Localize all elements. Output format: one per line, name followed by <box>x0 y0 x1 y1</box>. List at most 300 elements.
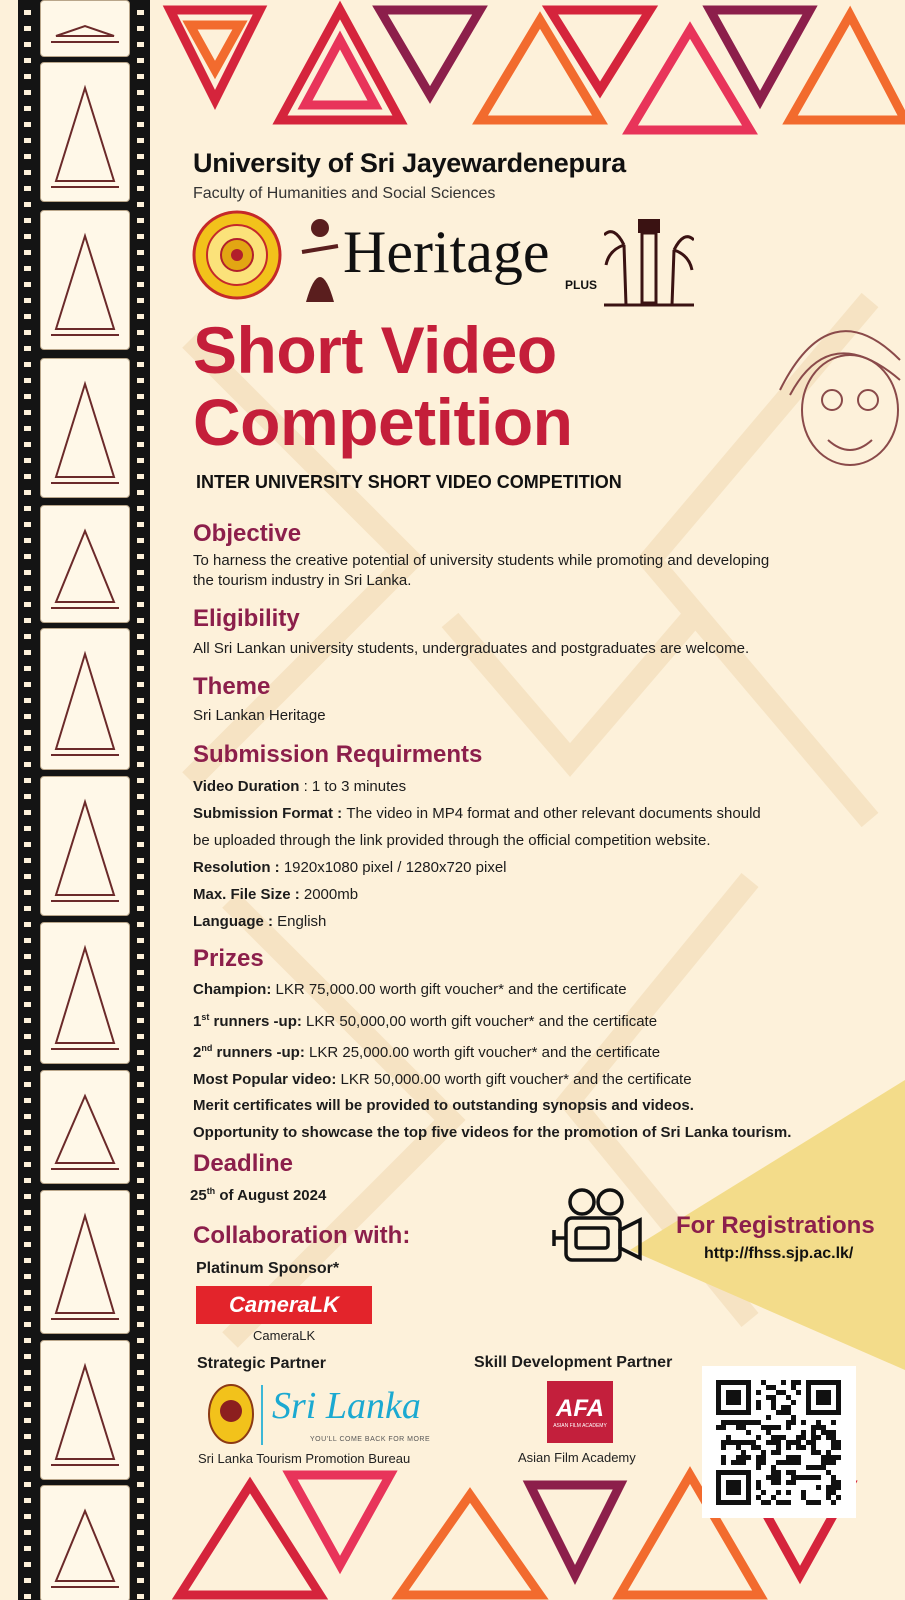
qr-module <box>801 1430 806 1435</box>
film-sprocket <box>137 1098 144 1103</box>
film-sprocket <box>24 394 31 399</box>
qr-module <box>801 1495 806 1500</box>
film-sprocket <box>137 922 144 927</box>
film-sprocket <box>137 506 144 511</box>
qr-module <box>801 1420 806 1425</box>
afa-logo: AFA ASIAN FILM ACADEMY <box>547 1381 613 1443</box>
film-sprocket <box>24 474 31 479</box>
qr-module <box>786 1445 791 1450</box>
logo-divider <box>261 1385 263 1445</box>
qr-module <box>766 1425 771 1430</box>
film-sprocket <box>137 234 144 239</box>
qr-module <box>771 1395 776 1400</box>
film-sprocket <box>24 1258 31 1263</box>
qr-module <box>836 1495 841 1500</box>
film-sprocket <box>24 74 31 79</box>
film-sprocket <box>24 10 31 15</box>
heritage-logo-text: Heritage <box>343 219 550 285</box>
qr-module <box>831 1475 836 1480</box>
qr-module <box>776 1435 781 1440</box>
strategic-partner-label: Strategic Partner <box>197 1355 326 1372</box>
film-sprocket <box>24 746 31 751</box>
qr-module <box>826 1485 831 1490</box>
film-sprocket <box>24 634 31 639</box>
film-sprocket <box>24 698 31 703</box>
film-sprocket <box>24 1530 31 1535</box>
film-sprocket <box>137 1306 144 1311</box>
film-frame <box>40 1485 130 1600</box>
objective-text <box>193 551 769 591</box>
film-sprocket <box>137 986 144 991</box>
film-sprocket <box>137 522 144 527</box>
film-sprocket <box>24 1082 31 1087</box>
film-sprocket <box>137 378 144 383</box>
qr-module <box>786 1440 791 1445</box>
qr-module <box>816 1425 821 1430</box>
qr-module <box>831 1485 836 1490</box>
qr-module <box>746 1420 751 1425</box>
qr-module <box>731 1460 736 1465</box>
qr-module <box>786 1395 791 1400</box>
university-name: University of Sri Jayewardenepura <box>193 148 626 178</box>
film-sprocket <box>24 1514 31 1519</box>
cameralk-logo: CameraLK <box>196 1286 372 1324</box>
qr-module <box>786 1470 791 1475</box>
film-sprocket <box>137 954 144 959</box>
film-sprocket <box>137 1466 144 1471</box>
afa-caption: Asian Film Academy <box>518 1450 636 1465</box>
qr-code-graphic <box>702 1366 856 1518</box>
qr-module <box>741 1450 746 1455</box>
film-sprocket <box>137 1018 144 1023</box>
qr-module <box>751 1420 756 1425</box>
film-sprocket <box>137 250 144 255</box>
qr-module <box>721 1440 726 1445</box>
qr-module <box>791 1475 796 1480</box>
qr-module <box>791 1480 796 1485</box>
qr-module <box>816 1435 821 1440</box>
film-sprocket <box>24 890 31 895</box>
qr-module <box>786 1460 791 1465</box>
qr-module <box>761 1425 766 1430</box>
qr-module <box>796 1455 801 1460</box>
film-sprocket <box>24 1242 31 1247</box>
film-sprocket <box>137 1130 144 1135</box>
qr-module <box>741 1460 746 1465</box>
film-sprocket <box>137 730 144 735</box>
film-sprocket <box>137 1114 144 1119</box>
objective-heading: Objective <box>193 520 302 547</box>
qr-module <box>826 1495 831 1500</box>
film-sprocket <box>137 1242 144 1247</box>
film-sprocket <box>137 1082 144 1087</box>
film-strip <box>18 0 150 1600</box>
qr-module <box>736 1420 741 1425</box>
film-sprocket <box>137 874 144 879</box>
film-sprocket <box>24 1130 31 1135</box>
sri-lanka-tagline: YOU'LL COME BACK FOR MORE <box>310 1436 431 1443</box>
qr-module <box>756 1420 761 1425</box>
submission-duration: Video Duration : 1 to 3 minutes <box>193 778 407 795</box>
film-sprocket <box>137 26 144 31</box>
film-sprocket <box>24 1434 31 1439</box>
qr-module <box>801 1445 806 1450</box>
film-sprocket <box>24 490 31 495</box>
lighthouse-icon <box>604 205 694 310</box>
qr-module <box>766 1430 771 1435</box>
film-sprocket <box>137 106 144 111</box>
film-sprocket <box>137 154 144 159</box>
qr-module <box>831 1480 836 1485</box>
film-sprocket <box>24 922 31 927</box>
qr-module <box>746 1455 751 1460</box>
heritage-sketch-icon <box>41 211 129 349</box>
qr-module <box>771 1385 776 1390</box>
heritage-sketch-icon <box>41 1 129 56</box>
heritage-plus-text: PLUS <box>565 278 598 292</box>
qr-module <box>736 1455 741 1460</box>
qr-module <box>726 1440 731 1445</box>
qr-module <box>751 1440 756 1445</box>
qr-module <box>726 1480 741 1495</box>
film-sprocket <box>24 874 31 879</box>
qr-module <box>776 1480 781 1485</box>
cameralk-caption: CameraLK <box>253 1328 316 1343</box>
qr-module <box>811 1500 816 1505</box>
film-sprocket <box>24 346 31 351</box>
film-sprocket <box>137 346 144 351</box>
qr-module <box>831 1445 836 1450</box>
qr-module <box>776 1460 781 1465</box>
qr-code[interactable] <box>702 1366 856 1518</box>
film-sprocket <box>137 74 144 79</box>
qr-module <box>771 1435 776 1440</box>
qr-module <box>761 1455 766 1460</box>
film-sprocket <box>24 1162 31 1167</box>
film-sprocket <box>24 778 31 783</box>
film-sprocket <box>24 426 31 431</box>
top-tribal-border <box>150 0 905 150</box>
film-sprocket <box>24 1146 31 1151</box>
film-sprocket <box>24 58 31 63</box>
film-sprocket <box>137 426 144 431</box>
qr-module <box>781 1410 786 1415</box>
film-sprocket <box>137 762 144 767</box>
film-frame <box>40 922 130 1064</box>
qr-module <box>816 1500 821 1505</box>
qr-module <box>741 1420 746 1425</box>
qr-module <box>796 1380 801 1385</box>
film-sprocket <box>137 666 144 671</box>
film-sprocket <box>24 762 31 767</box>
qr-module <box>776 1445 781 1450</box>
qr-module <box>756 1435 761 1440</box>
qr-module <box>781 1390 786 1395</box>
submission-details <box>193 773 761 935</box>
qr-module <box>761 1500 766 1505</box>
film-sprocket <box>137 394 144 399</box>
qr-module <box>771 1400 776 1405</box>
prize-second-runner-up: 2nd runners -up: LKR 25,000.00 worth gift voucher* and the certificate <box>193 1043 661 1061</box>
film-sprocket <box>24 794 31 799</box>
film-sprocket <box>137 10 144 15</box>
submission-format-cont: be uploaded through the link provided through the official competition website. <box>193 832 711 849</box>
film-sprocket <box>24 522 31 527</box>
heritage-sketch-icon <box>41 506 129 622</box>
qr-module <box>766 1475 771 1480</box>
film-sprocket <box>24 1466 31 1471</box>
qr-module <box>771 1480 776 1485</box>
film-sprocket <box>137 858 144 863</box>
film-sprocket <box>137 794 144 799</box>
prize-showcase: Opportunity to showcase the top five videos for the promotion of Sri Lanka tourism. <box>193 1123 792 1141</box>
qr-module <box>721 1460 726 1465</box>
qr-module <box>801 1435 806 1440</box>
qr-module <box>781 1460 786 1465</box>
film-sprocket <box>24 970 31 975</box>
qr-module <box>741 1455 746 1460</box>
qr-module <box>811 1450 816 1455</box>
film-sprocket <box>137 1066 144 1071</box>
film-sprocket <box>137 202 144 207</box>
subtitle: INTER UNIVERSITY SHORT VIDEO COMPETITION <box>196 472 622 492</box>
qr-module <box>791 1455 796 1460</box>
film-sprocket <box>137 1354 144 1359</box>
qr-module <box>741 1440 746 1445</box>
film-sprocket <box>137 266 144 271</box>
film-sprocket <box>24 1578 31 1583</box>
film-sprocket <box>24 1194 31 1199</box>
film-sprocket <box>137 458 144 463</box>
theme-text: Sri Lankan Heritage <box>193 707 326 724</box>
film-sprocket <box>137 682 144 687</box>
deadline-date: 25th of August 2024 <box>190 1186 327 1204</box>
film-sprocket <box>137 442 144 447</box>
qr-module <box>796 1460 801 1465</box>
prize-most-popular: Most Popular video: LKR 50,000.00 worth gift voucher* and the certificate <box>193 1070 692 1088</box>
film-sprocket <box>24 1002 31 1007</box>
qr-module <box>826 1490 831 1495</box>
film-sprocket <box>24 138 31 143</box>
qr-module <box>756 1445 761 1450</box>
qr-module <box>791 1380 796 1385</box>
film-sprocket <box>137 1402 144 1407</box>
film-sprocket <box>137 90 144 95</box>
film-sprocket <box>24 122 31 127</box>
film-sprocket <box>24 42 31 47</box>
qr-module <box>791 1460 796 1465</box>
objective-line1: To harness the creative potential of university students while promoting and developing <box>193 552 770 569</box>
qr-module <box>796 1445 801 1450</box>
film-sprocket <box>137 1002 144 1007</box>
qr-module <box>756 1465 761 1470</box>
film-sprocket <box>24 26 31 31</box>
qr-module <box>776 1410 781 1415</box>
film-sprocket <box>137 714 144 719</box>
film-sprocket <box>137 810 144 815</box>
qr-module <box>771 1405 776 1410</box>
heritage-sketch-icon <box>41 629 129 769</box>
qr-module <box>786 1410 791 1415</box>
film-sprocket <box>24 682 31 687</box>
film-frame <box>40 505 130 623</box>
submission-heading: Submission Requirments <box>193 741 483 768</box>
objective-line2: the tourism industry in Sri Lanka. <box>193 572 412 589</box>
film-sprocket <box>24 1322 31 1327</box>
qr-module <box>826 1460 831 1465</box>
qr-module <box>801 1490 806 1495</box>
qr-module <box>826 1450 831 1455</box>
qr-module <box>716 1425 721 1430</box>
qr-module <box>821 1430 826 1435</box>
qr-module <box>776 1500 781 1505</box>
qr-module <box>806 1465 811 1470</box>
submission-language: Language : English <box>193 913 327 930</box>
qr-module <box>821 1465 826 1470</box>
qr-module <box>811 1430 816 1435</box>
qr-module <box>816 1450 821 1455</box>
film-sprocket <box>137 1498 144 1503</box>
film-sprocket <box>137 362 144 367</box>
heritage-sketch-icon <box>41 923 129 1063</box>
film-sprocket <box>24 1370 31 1375</box>
qr-module <box>791 1385 796 1390</box>
qr-module <box>761 1380 766 1385</box>
film-sprocket <box>137 1386 144 1391</box>
qr-module <box>776 1390 781 1395</box>
qr-module <box>831 1490 836 1495</box>
film-sprocket <box>137 1322 144 1327</box>
collaboration-heading: Collaboration with: <box>193 1222 411 1249</box>
film-sprocket <box>137 602 144 607</box>
film-sprocket <box>137 330 144 335</box>
film-sprocket <box>137 186 144 191</box>
film-sprocket <box>137 1562 144 1567</box>
qr-module <box>791 1400 796 1405</box>
film-sprocket <box>24 570 31 575</box>
film-sprocket <box>137 938 144 943</box>
prizes-heading: Prizes <box>193 945 264 972</box>
film-sprocket <box>24 554 31 559</box>
film-sprocket <box>137 650 144 655</box>
film-sprocket <box>137 170 144 175</box>
qr-module <box>736 1445 741 1450</box>
film-frame <box>40 1190 130 1334</box>
film-sprocket <box>137 1178 144 1183</box>
registration-heading: For Registrations <box>676 1212 875 1239</box>
film-sprocket <box>137 490 144 495</box>
qr-module <box>736 1440 741 1445</box>
film-sprocket <box>137 1546 144 1551</box>
qr-module <box>836 1445 841 1450</box>
film-sprocket <box>137 1290 144 1295</box>
film-sprocket <box>24 506 31 511</box>
qr-module <box>831 1430 836 1435</box>
qr-module <box>781 1380 786 1385</box>
film-sprocket <box>137 1162 144 1167</box>
film-sprocket <box>24 1450 31 1455</box>
qr-module <box>726 1390 741 1405</box>
film-sprocket <box>24 106 31 111</box>
film-sprocket <box>137 1226 144 1231</box>
film-sprocket <box>137 1578 144 1583</box>
film-sprocket <box>24 410 31 415</box>
film-sprocket <box>24 1354 31 1359</box>
qr-module <box>731 1440 736 1445</box>
qr-module <box>766 1415 771 1420</box>
film-sprocket <box>24 250 31 255</box>
qr-module <box>816 1390 831 1405</box>
qr-module <box>746 1440 751 1445</box>
film-sprocket <box>24 282 31 287</box>
film-sprocket <box>24 1210 31 1215</box>
film-sprocket <box>137 1210 144 1215</box>
film-sprocket <box>24 842 31 847</box>
qr-module <box>806 1500 811 1505</box>
film-sprocket <box>24 1386 31 1391</box>
qr-module <box>786 1425 791 1430</box>
qr-module <box>836 1440 841 1445</box>
film-sprocket <box>24 1018 31 1023</box>
qr-module <box>831 1455 836 1460</box>
qr-module <box>811 1435 816 1440</box>
eligibility-text: All Sri Lankan university students, undergraduates and postgraduates are welcome. <box>193 640 750 657</box>
film-sprocket <box>137 826 144 831</box>
film-sprocket <box>24 538 31 543</box>
film-sprocket <box>137 298 144 303</box>
film-sprocket <box>24 218 31 223</box>
film-sprocket <box>24 986 31 991</box>
film-frame <box>40 62 130 202</box>
qr-module <box>796 1440 801 1445</box>
film-frame <box>40 628 130 770</box>
main-title-line2: Competition <box>193 385 573 459</box>
qr-module <box>756 1485 761 1490</box>
film-sprocket <box>137 138 144 143</box>
heritage-sketch-icon <box>41 777 129 915</box>
qr-module <box>771 1450 776 1455</box>
registration-link[interactable]: http://fhss.sjp.ac.lk/ <box>704 1245 854 1262</box>
film-sprocket <box>24 1226 31 1231</box>
qr-module <box>786 1405 791 1410</box>
qr-module <box>721 1420 726 1425</box>
qr-module <box>836 1455 841 1460</box>
film-sprocket <box>137 746 144 751</box>
film-sprocket <box>137 890 144 895</box>
qr-module <box>771 1465 776 1470</box>
sri-lanka-tourism-logo: Sri Lanka <box>272 1385 421 1427</box>
qr-module <box>831 1440 836 1445</box>
deadline-heading: Deadline <box>193 1150 294 1177</box>
qr-module <box>721 1425 726 1430</box>
qr-module <box>796 1390 801 1395</box>
faculty-name: Faculty of Humanities and Social Sciences <box>193 185 496 202</box>
qr-module <box>771 1440 776 1445</box>
film-sprocket <box>137 1434 144 1439</box>
qr-module <box>801 1475 806 1480</box>
film-sprocket <box>24 362 31 367</box>
film-sprocket <box>24 906 31 911</box>
film-sprocket <box>137 1450 144 1455</box>
qr-module <box>736 1460 741 1465</box>
qr-module <box>791 1420 796 1425</box>
qr-module <box>726 1435 731 1440</box>
qr-module <box>771 1425 776 1430</box>
qr-module <box>776 1425 781 1430</box>
qr-module <box>766 1440 771 1445</box>
film-sprocket <box>137 1034 144 1039</box>
film-sprocket <box>137 1274 144 1279</box>
